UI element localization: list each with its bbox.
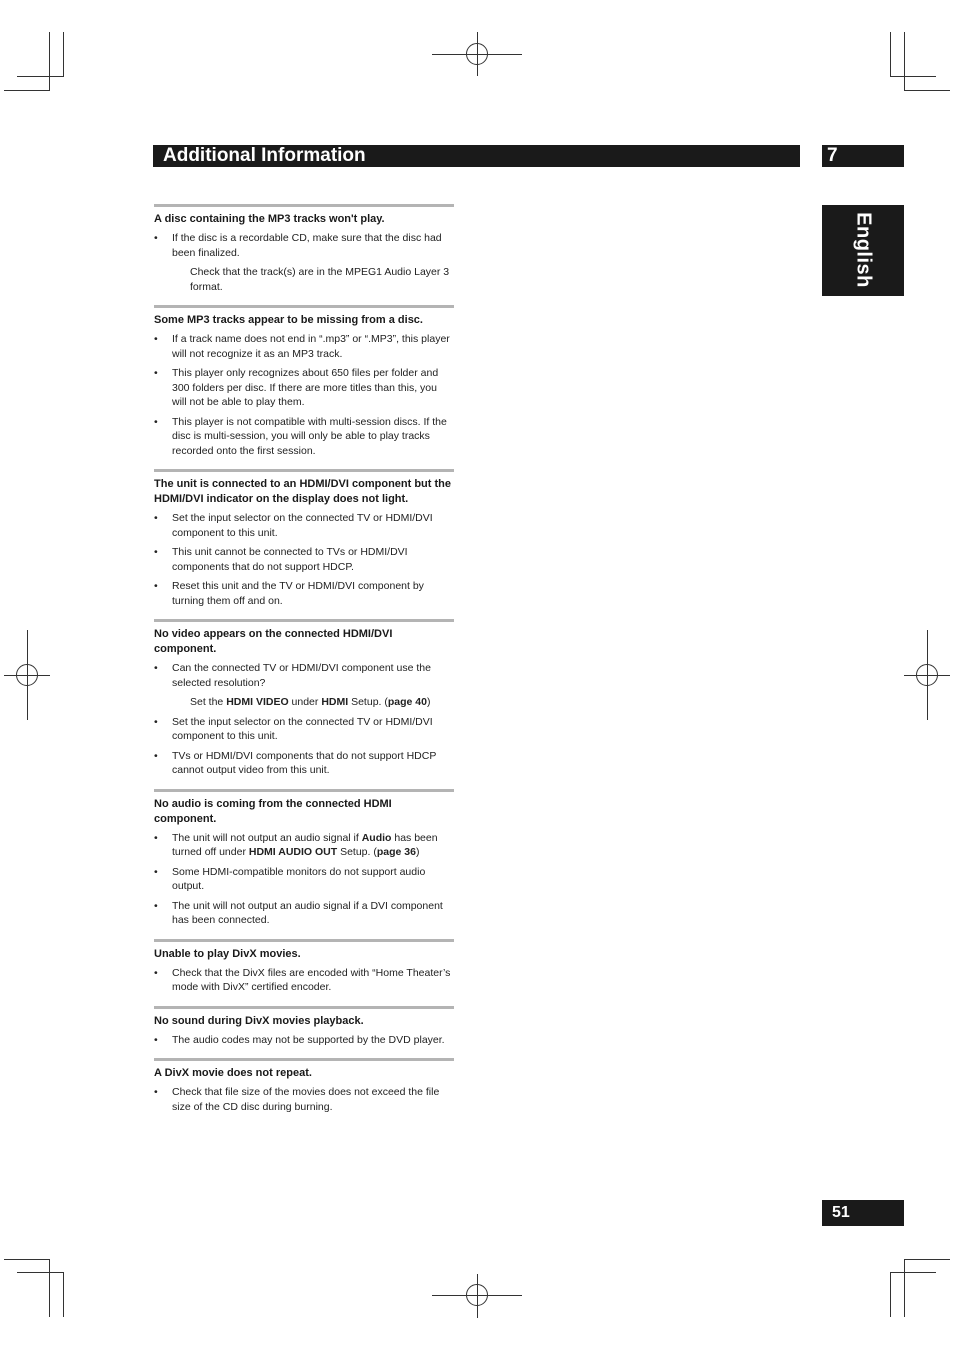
page-number: 51: [822, 1200, 904, 1226]
list-item: [154, 661, 454, 690]
list-item: [154, 511, 454, 540]
troubleshooting-section: [154, 789, 454, 939]
troubleshooting-section: [154, 1058, 454, 1125]
item-text: This player only recognizes about 650 files per folder and 300 folders per disc. If there are more titles than this, you will not be able to play them.: [172, 367, 439, 408]
bullet: •: [154, 1033, 158, 1046]
chapter-number: 7: [822, 145, 904, 167]
list-item: [154, 1033, 454, 1048]
bullet: •: [154, 1086, 158, 1098]
bullet: •: [154, 367, 158, 379]
section-title: A DivX movie does not repeat.: [154, 1067, 312, 1079]
setting-name: HDMI VIDEO: [226, 696, 289, 708]
list-item: [154, 966, 454, 995]
item-text: If a track name does not end in “.mp3” or “.MP3”, this player will not recognize it as an MP3 track.: [172, 333, 450, 360]
section-title: The unit is connected to an HDMI/DVI component but the HDMI/DVI indicator on the display does not light.: [154, 478, 451, 505]
bullet: •: [154, 333, 158, 345]
bullet: •: [154, 831, 158, 844]
item-text: Set the input selector on the connected TV or HDMI/DVI component to this unit.: [172, 512, 433, 539]
bullet: •: [154, 580, 158, 592]
bullet: •: [154, 715, 158, 728]
item-text: has been turned off under: [172, 831, 438, 858]
bullet: •: [154, 415, 158, 428]
list-item: [154, 1085, 454, 1114]
page-title: Additional Information: [153, 145, 800, 167]
item-text: This unit cannot be connected to TVs or HDMI/DVI components that do not support HDCP.: [172, 546, 408, 573]
item-text: Check that the DivX files are encoded with “Home Theater’s mode with DivX” certified encoder.: [172, 966, 451, 993]
note-text: Check that the track(s) are in the MPEG1 Audio Layer 3 format.: [190, 266, 450, 293]
list-item: [154, 366, 454, 410]
note-text: [154, 695, 454, 710]
item-text: TVs or HDMI/DVI components that do not support HDCP cannot output video from this unit.: [172, 749, 437, 776]
bullet: •: [154, 749, 158, 762]
list-item: [154, 831, 454, 860]
bullet: •: [154, 966, 158, 979]
item-text: Can the connected TV or HDMI/DVI component use the selected resolution?: [172, 662, 431, 689]
section-title: No video appears on the connected HDMI/DVI component.: [154, 628, 393, 655]
item-text: Setup. (: [337, 846, 377, 858]
list-item: [154, 332, 454, 361]
item-text: Set the input selector on the connected TV or HDMI/DVI component to this unit.: [172, 715, 433, 742]
page-reference: page 40: [387, 696, 427, 708]
troubleshooting-section: [154, 469, 454, 619]
troubleshooting-list: [154, 204, 454, 1125]
item-text: Check that file size of the movies does not exceed the file size of the CD disc during burning.: [172, 1086, 440, 1113]
section-title: A disc containing the MP3 tracks won't play.: [154, 213, 385, 225]
bullet: •: [154, 512, 158, 524]
setting-name: HDMI: [321, 696, 349, 708]
bullet: •: [154, 232, 158, 244]
troubleshooting-section: [154, 939, 454, 1006]
bullet: •: [154, 546, 158, 558]
bullet: •: [154, 865, 158, 878]
troubleshooting-section: [154, 305, 454, 469]
list-item: [154, 231, 454, 260]
language-tab: [822, 205, 904, 296]
list-item: [154, 415, 454, 459]
bullet: •: [154, 662, 158, 674]
section-title: No sound during DivX movies playback.: [154, 1014, 364, 1027]
note-text-part: ): [426, 696, 431, 708]
section-title: Some MP3 tracks appear to be missing from a disc.: [154, 314, 423, 326]
item-text: Reset this unit and the TV or HDMI/DVI component by turning them off and on.: [172, 580, 424, 607]
list-item: [154, 545, 454, 574]
list-item: [154, 865, 454, 894]
item-text: If the disc is a recordable CD, make sure that the disc had been finalized.: [172, 232, 442, 259]
item-text: The unit will not output an audio signal if: [172, 831, 362, 844]
list-item: [154, 715, 454, 744]
troubleshooting-section: [154, 204, 454, 305]
item-text: The unit will not output an audio signal if a DVI component has been connected.: [172, 899, 443, 926]
bullet: •: [154, 899, 158, 912]
troubleshooting-section: [154, 1006, 454, 1059]
setting-name: HDMI AUDIO OUT: [248, 846, 338, 858]
list-item: [154, 899, 454, 928]
list-item: [154, 749, 454, 778]
note-text-part: Set the: [190, 696, 227, 708]
item-text: This player is not compatible with multi-session discs. If the disc is multi-session, you will only be able to play tracks recorded onto the first session.: [172, 415, 447, 457]
note-text-part: under: [288, 696, 322, 708]
item-text: Some HDMI-compatible monitors do not support audio output.: [172, 865, 426, 892]
troubleshooting-section: [154, 619, 454, 789]
language-label: English: [852, 212, 875, 288]
item-text: The audio codes may not be supported by the DVD player.: [172, 1033, 445, 1046]
note-text-part: Setup. (: [348, 696, 388, 708]
list-item: [154, 579, 454, 608]
page-reference: page 36: [376, 846, 416, 858]
item-text: ): [415, 846, 420, 858]
setting-name: Audio: [361, 831, 392, 844]
section-title: No audio is coming from the connected HDMI component.: [154, 797, 392, 825]
section-title: Unable to play DivX movies.: [154, 947, 301, 960]
